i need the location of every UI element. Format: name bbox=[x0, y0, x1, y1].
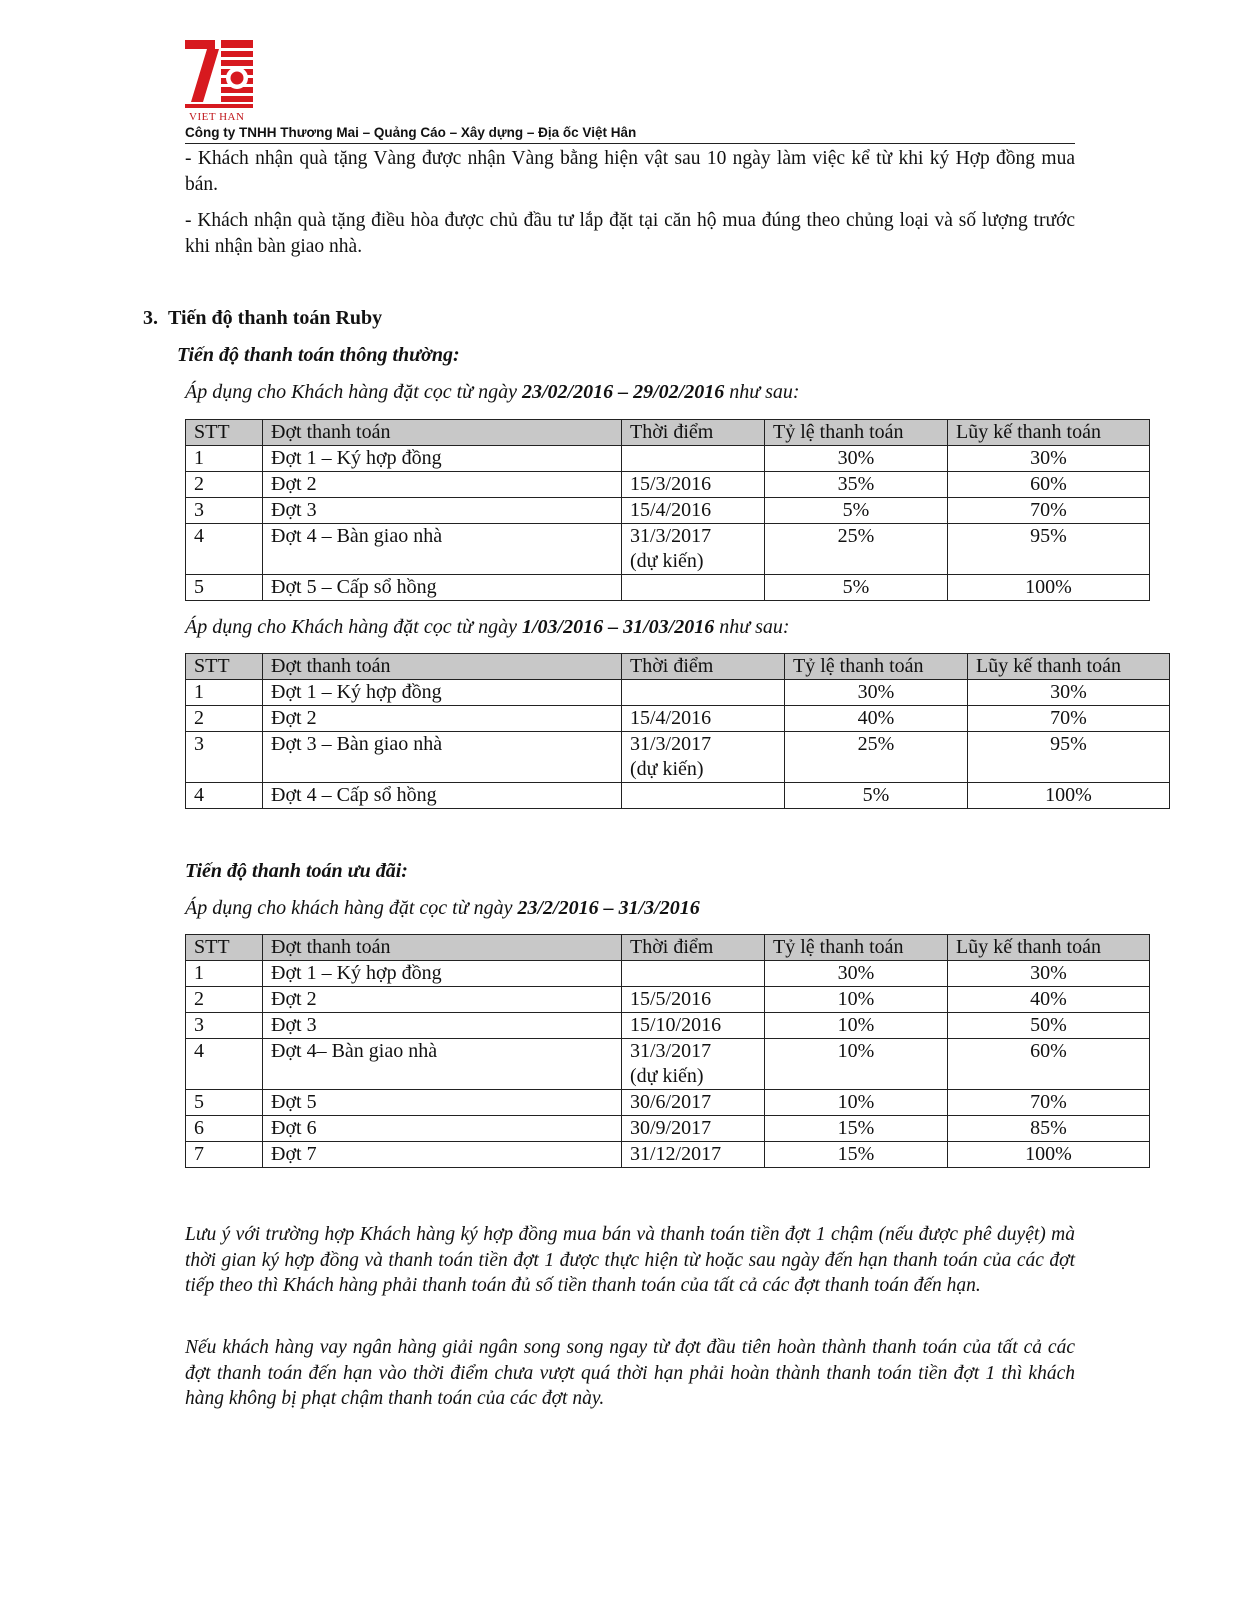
date-cell: 31/3/2017 (dự kiến) bbox=[622, 732, 785, 783]
table-row bbox=[186, 961, 1150, 987]
cumulative-cell: 40% bbox=[948, 987, 1150, 1013]
table1-applies-dates: 23/02/2016 – 29/02/2016 bbox=[521, 381, 725, 403]
viet-han-logo bbox=[185, 40, 257, 112]
rate-cell: 35% bbox=[765, 472, 948, 498]
date-cell: 15/4/2016 bbox=[622, 498, 765, 524]
date-cell: 15/10/2016 bbox=[622, 1013, 765, 1039]
period-cell: Đợt 1 – Ký hợp đồng bbox=[263, 680, 622, 706]
date-header: Thời điểm bbox=[622, 420, 765, 446]
period-cell: Đợt 4– Bàn giao nhà bbox=[263, 1039, 622, 1090]
preferential-schedule-title: Tiến độ thanh toán ưu đãi: bbox=[185, 860, 408, 882]
date-cell: 15/4/2016 bbox=[622, 706, 785, 732]
table-row bbox=[186, 1013, 1150, 1039]
date-cell: 15/3/2016 bbox=[622, 472, 765, 498]
table3-applies-line: Áp dụng cho khách hàng đặt cọc từ ngày 23/2/2016 – 31/3/2016 bbox=[185, 897, 700, 919]
cumulative-cell: 30% bbox=[948, 961, 1150, 987]
gift-ac-paragraph: - Khách nhận quà tặng điều hòa được chủ đầu tư lắp đặt tại căn hộ mua đúng theo chủng loại và số lượng trước khi nhận bàn giao nhà. bbox=[185, 210, 1075, 257]
gift-gold-paragraph: - Khách nhận quà tặng Vàng được nhận Vàng bằng hiện vật sau 10 ngày làm việc kể từ khi ký Hợp đồng mua bán. bbox=[185, 148, 1075, 195]
payment-table-2 bbox=[185, 653, 1170, 809]
period-header: Đợt thanh toán bbox=[263, 935, 622, 961]
company-name: Công ty TNHH Thương Mai – Quảng Cáo – Xây dựng – Địa ốc Việt Hân bbox=[185, 125, 1075, 144]
stt-cell: 5 bbox=[186, 575, 263, 601]
table2-applies-dates: 1/03/2016 – 31/03/2016 bbox=[521, 616, 715, 638]
date-cell bbox=[622, 783, 785, 809]
normal-schedule-title: Tiến độ thanh toán thông thường: bbox=[177, 344, 460, 366]
stt-cell: 4 bbox=[186, 783, 263, 809]
payment-table-3 bbox=[185, 934, 1150, 1168]
cumulative-cell: 50% bbox=[948, 1013, 1150, 1039]
note-bank-loan: Nếu khách hàng vay ngân hàng giải ngân song song ngay từ đợt đầu tiên hoàn thành thanh toán của tất cả các đợt thanh toán đến hạn vào thời điểm chưa vượt quá thời hạn phải hoàn thành thanh toán tiền đợt 1 thì khách hàng không bị phạt chậm thanh toán của các đợt này. bbox=[185, 1337, 1075, 1409]
cumulative-cell: 30% bbox=[968, 680, 1170, 706]
table-row bbox=[186, 524, 1150, 575]
logo-caption: VIET HAN bbox=[189, 111, 245, 123]
cumulative-header: Lũy kế thanh toán bbox=[968, 654, 1170, 680]
cumulative-cell: 95% bbox=[948, 524, 1150, 575]
table-row bbox=[186, 575, 1150, 601]
table-header-row bbox=[186, 420, 1150, 446]
page-header bbox=[185, 40, 1075, 144]
date-header: Thời điểm bbox=[622, 935, 765, 961]
period-cell: Đợt 1 – Ký hợp đồng bbox=[263, 446, 622, 472]
rate-header: Tỷ lệ thanh toán bbox=[785, 654, 968, 680]
rate-cell: 30% bbox=[765, 961, 948, 987]
date-cell: 31/12/2017 bbox=[622, 1142, 765, 1168]
rate-cell: 10% bbox=[765, 1090, 948, 1116]
date-cell bbox=[622, 680, 785, 706]
period-cell: Đợt 4 – Bàn giao nhà bbox=[263, 524, 622, 575]
period-cell: Đợt 2 bbox=[263, 706, 622, 732]
table-row bbox=[186, 472, 1150, 498]
stt-cell: 2 bbox=[186, 472, 263, 498]
period-cell: Đợt 3 – Bàn giao nhà bbox=[263, 732, 622, 783]
period-header: Đợt thanh toán bbox=[263, 654, 622, 680]
cumulative-cell: 100% bbox=[948, 1142, 1150, 1168]
rate-cell: 5% bbox=[785, 783, 968, 809]
note-late-payment: Lưu ý với trường hợp Khách hàng ký hợp đồng mua bán và thanh toán tiền đợt 1 chậm (nếu được phê duyệt) mà thời gian ký hợp đồng và thanh toán tiền đợt 1 được thực hiện từ hoặc sau ngày đến hạn thanh toán của các đợt tiếp theo thì Khách hàng phải thanh toán đủ số tiền thanh toán của tất cả các đợt thanh toán đến hạn. bbox=[185, 1224, 1075, 1296]
cumulative-header: Lũy kế thanh toán bbox=[948, 420, 1150, 446]
period-header: Đợt thanh toán bbox=[263, 420, 622, 446]
stt-cell: 5 bbox=[186, 1090, 263, 1116]
rate-cell: 25% bbox=[765, 524, 948, 575]
date-cell: 15/5/2016 bbox=[622, 987, 765, 1013]
table-row bbox=[186, 498, 1150, 524]
table-header-row bbox=[186, 654, 1170, 680]
rate-cell: 15% bbox=[765, 1116, 948, 1142]
stt-header: STT bbox=[186, 420, 263, 446]
stt-header: STT bbox=[186, 935, 263, 961]
cumulative-cell: 100% bbox=[948, 575, 1150, 601]
table3-applies-dates: 23/2/2016 – 31/3/2016 bbox=[517, 897, 700, 919]
rate-cell: 5% bbox=[765, 498, 948, 524]
payment-table-1 bbox=[185, 419, 1150, 601]
stt-cell: 2 bbox=[186, 987, 263, 1013]
period-cell: Đợt 2 bbox=[263, 987, 622, 1013]
stt-cell: 1 bbox=[186, 680, 263, 706]
date-cell: 31/3/2017 (dự kiến) bbox=[622, 524, 765, 575]
cumulative-cell: 60% bbox=[948, 1039, 1150, 1090]
table-row bbox=[186, 446, 1150, 472]
table-header-row bbox=[186, 935, 1150, 961]
stt-cell: 7 bbox=[186, 1142, 263, 1168]
stt-cell: 6 bbox=[186, 1116, 263, 1142]
cumulative-cell: 70% bbox=[948, 498, 1150, 524]
stt-cell: 1 bbox=[186, 446, 263, 472]
table-row bbox=[186, 1116, 1150, 1142]
table-row bbox=[186, 732, 1170, 783]
rate-cell: 40% bbox=[785, 706, 968, 732]
date-cell: 31/3/2017 (dự kiến) bbox=[622, 1039, 765, 1090]
table-row bbox=[186, 706, 1170, 732]
period-cell: Đợt 3 bbox=[263, 498, 622, 524]
stt-cell: 3 bbox=[186, 498, 263, 524]
table2-applies-line: Áp dụng cho Khách hàng đặt cọc từ ngày 1/03/2016 – 31/03/2016 như sau: bbox=[185, 616, 790, 638]
rate-cell: 15% bbox=[765, 1142, 948, 1168]
date-cell bbox=[622, 575, 765, 601]
stt-header: STT bbox=[186, 654, 263, 680]
table-row bbox=[186, 783, 1170, 809]
cumulative-cell: 85% bbox=[948, 1116, 1150, 1142]
stt-cell: 3 bbox=[186, 1013, 263, 1039]
rate-cell: 5% bbox=[765, 575, 948, 601]
stt-cell: 2 bbox=[186, 706, 263, 732]
rate-cell: 10% bbox=[765, 987, 948, 1013]
cumulative-header: Lũy kế thanh toán bbox=[948, 935, 1150, 961]
section-heading: 3. Tiến độ thanh toán Ruby bbox=[143, 307, 383, 329]
period-cell: Đợt 4 – Cấp sổ hồng bbox=[263, 783, 622, 809]
cumulative-cell: 30% bbox=[948, 446, 1150, 472]
period-cell: Đợt 6 bbox=[263, 1116, 622, 1142]
date-cell: 30/9/2017 bbox=[622, 1116, 765, 1142]
rate-header: Tỷ lệ thanh toán bbox=[765, 935, 948, 961]
rate-cell: 30% bbox=[765, 446, 948, 472]
rate-cell: 30% bbox=[785, 680, 968, 706]
stt-cell: 3 bbox=[186, 732, 263, 783]
table-row bbox=[186, 1142, 1150, 1168]
rate-cell: 25% bbox=[785, 732, 968, 783]
cumulative-cell: 60% bbox=[948, 472, 1150, 498]
cumulative-cell: 95% bbox=[968, 732, 1170, 783]
table-row bbox=[186, 1090, 1150, 1116]
stt-cell: 1 bbox=[186, 961, 263, 987]
period-cell: Đợt 1 – Ký hợp đồng bbox=[263, 961, 622, 987]
date-cell bbox=[622, 961, 765, 987]
period-cell: Đợt 2 bbox=[263, 472, 622, 498]
period-cell: Đợt 5 bbox=[263, 1090, 622, 1116]
rate-header: Tỷ lệ thanh toán bbox=[765, 420, 948, 446]
table-row bbox=[186, 1039, 1150, 1090]
period-cell: Đợt 7 bbox=[263, 1142, 622, 1168]
date-cell bbox=[622, 446, 765, 472]
date-header: Thời điểm bbox=[622, 654, 785, 680]
date-cell: 30/6/2017 bbox=[622, 1090, 765, 1116]
cumulative-cell: 100% bbox=[968, 783, 1170, 809]
rate-cell: 10% bbox=[765, 1013, 948, 1039]
table-row bbox=[186, 680, 1170, 706]
table-row bbox=[186, 987, 1150, 1013]
stt-cell: 4 bbox=[186, 1039, 263, 1090]
cumulative-cell: 70% bbox=[968, 706, 1170, 732]
period-cell: Đợt 3 bbox=[263, 1013, 622, 1039]
table1-applies-line: Áp dụng cho Khách hàng đặt cọc từ ngày 23/02/2016 – 29/02/2016 như sau: bbox=[185, 381, 800, 403]
rate-cell: 10% bbox=[765, 1039, 948, 1090]
cumulative-cell: 70% bbox=[948, 1090, 1150, 1116]
period-cell: Đợt 5 – Cấp sổ hồng bbox=[263, 575, 622, 601]
stt-cell: 4 bbox=[186, 524, 263, 575]
